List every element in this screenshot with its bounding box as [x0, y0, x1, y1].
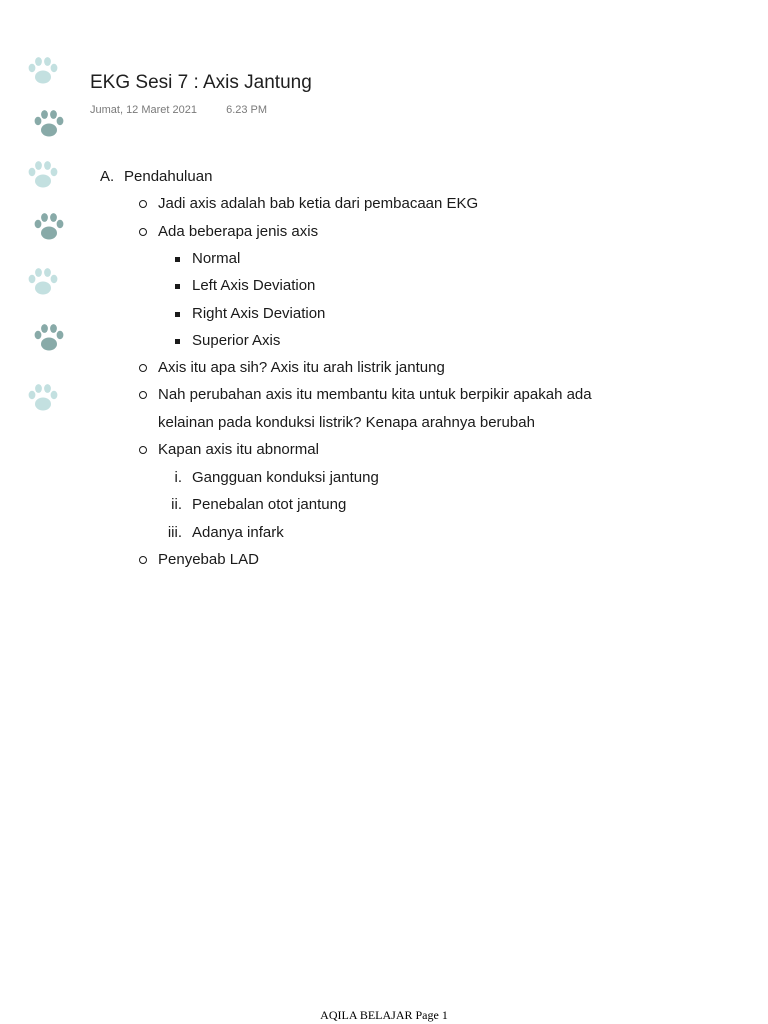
- note-time: 6.23 PM: [226, 104, 268, 116]
- list-item-text: Penyebab LAD: [158, 551, 259, 568]
- circle-bullet-icon: [139, 446, 147, 454]
- sub-list-item-text: Gangguan konduksi jantung: [192, 469, 379, 486]
- sub-list-item-text: Left Axis Deviation: [192, 277, 316, 294]
- paw-light-icon: [26, 267, 60, 297]
- roman-numeral-marker: iii.: [167, 524, 182, 541]
- circle-bullet-icon: [139, 364, 147, 372]
- paw-dark-icon: [32, 323, 66, 353]
- list-item-text: Jadi axis adalah bab ketia dari pembacaan EKG: [158, 195, 479, 212]
- list-item-text: Kapan axis itu abnormal: [158, 441, 319, 458]
- paw-dark-icon: [32, 212, 66, 242]
- sub-list-item-text: Superior Axis: [192, 332, 281, 349]
- list-item-text: Ada beberapa jenis axis: [158, 223, 319, 240]
- square-bullet-icon: [175, 257, 180, 262]
- roman-numeral-marker: ii.: [171, 496, 182, 513]
- sub-list-item-text: Penebalan otot jantung: [192, 496, 347, 513]
- sub-list-item-text: Right Axis Deviation: [192, 305, 326, 322]
- circle-bullet-icon: [139, 200, 147, 208]
- paw-dark-icon: [32, 109, 66, 139]
- list-item-text: kelainan pada konduksi listrik? Kenapa arahnya berubah: [158, 414, 535, 431]
- page-title: EKG Sesi 7 : Axis Jantung: [90, 72, 312, 93]
- sub-list-item-text: Normal: [192, 250, 241, 267]
- list-item-text: Nah perubahan axis itu membantu kita untuk berpikir apakah ada: [158, 386, 592, 403]
- circle-bullet-icon: [139, 391, 147, 399]
- section-marker: A.: [100, 168, 115, 185]
- list-item-text: Axis itu apa sih? Axis itu arah listrik jantung: [158, 359, 445, 376]
- square-bullet-icon: [175, 339, 180, 344]
- square-bullet-icon: [175, 284, 180, 289]
- circle-bullet-icon: [139, 556, 147, 564]
- note-meta: [90, 104, 267, 116]
- paw-print-decoration: [0, 0, 90, 420]
- paw-light-icon: [26, 56, 60, 86]
- roman-numeral-marker: i.: [174, 469, 182, 486]
- paw-light-icon: [26, 383, 60, 413]
- paw-light-icon: [26, 160, 60, 190]
- section-title: Pendahuluan: [124, 168, 213, 185]
- page-footer: AQILA BELAJAR Page 1: [320, 1008, 448, 1022]
- square-bullet-icon: [175, 312, 180, 317]
- circle-bullet-icon: [139, 228, 147, 236]
- sub-list-item-text: Adanya infark: [192, 524, 284, 541]
- note-date: Jumat, 12 Maret 2021: [90, 104, 198, 116]
